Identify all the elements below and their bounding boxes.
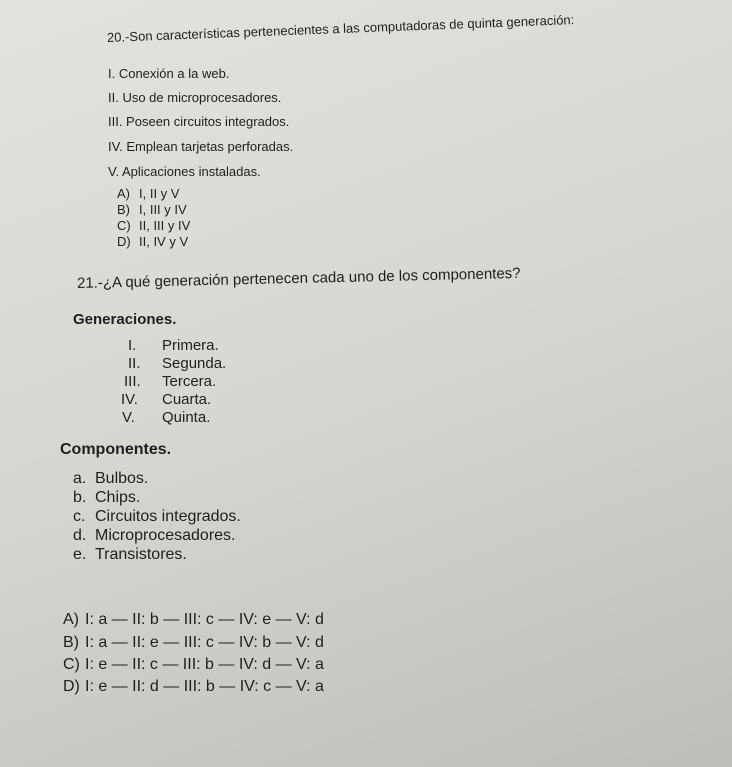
option-text: I, II y V: [139, 186, 180, 201]
generation-text: Tercera.: [162, 373, 217, 390]
component-text: Chips.: [95, 489, 141, 506]
component-item: [73, 527, 236, 545]
generation-text: Segunda.: [162, 355, 227, 372]
option-text: I, III y IV: [139, 202, 187, 217]
generation-num: II.: [128, 355, 141, 372]
generation-num: V.: [122, 409, 135, 426]
option-letter: D): [117, 234, 131, 249]
option-letter: C): [117, 218, 131, 233]
q21-option-c: [63, 656, 324, 674]
component-letter: d.: [73, 527, 87, 544]
generation-num: III.: [124, 373, 141, 390]
option-text: I: e — II: d — III: b — IV: c — V: a: [85, 678, 324, 695]
generation-item: [122, 409, 210, 426]
option-letter: B): [63, 634, 79, 651]
generation-item: [128, 337, 219, 354]
option-letter: A): [63, 611, 79, 628]
component-letter: c.: [73, 508, 86, 525]
q20-option-b: [117, 202, 187, 217]
component-letter: e.: [73, 546, 87, 563]
component-text: Microprocesadores.: [95, 527, 236, 544]
q20-statement: IV. Emplean tarjetas perforadas.: [108, 139, 294, 154]
generation-text: Cuarta.: [162, 391, 212, 408]
option-letter: C): [63, 656, 80, 673]
component-item: [73, 546, 187, 564]
option-text: II, III y IV: [139, 218, 191, 233]
q20-option-a: [117, 186, 179, 201]
component-item: [73, 470, 148, 488]
generation-text: Quinta.: [162, 409, 211, 426]
q20-option-d: [117, 234, 188, 249]
q21-option-d: [63, 678, 324, 696]
q20-statement: II. Uso de microprocesadores.: [108, 90, 282, 105]
q20-title: 20.-Son características pertenecientes a las computadoras de quinta generación:: [106, 12, 575, 45]
q20-statement: V. Aplicaciones instaladas.: [108, 164, 261, 179]
generations-header: Generaciones.: [73, 311, 177, 328]
option-text: I: a — II: e — III: c — IV: b — V: d: [85, 634, 324, 651]
q20-option-c: [117, 218, 190, 233]
generation-text: Primera.: [162, 337, 219, 354]
q20-statement: I. Conexión a la web.: [108, 66, 230, 81]
component-text: Circuitos integrados.: [95, 508, 241, 525]
q21-option-b: [63, 634, 324, 652]
option-letter: A): [117, 186, 130, 201]
option-text: II, IV y V: [139, 234, 189, 249]
option-text: I: e — II: c — III: b — IV: d — V: a: [85, 656, 324, 673]
generation-item: [128, 355, 226, 372]
option-letter: D): [63, 678, 80, 695]
generation-num: I.: [128, 337, 137, 354]
component-letter: b.: [73, 489, 87, 506]
option-letter: B): [117, 202, 130, 217]
q21-option-a: [63, 611, 324, 629]
component-text: Transistores.: [95, 546, 187, 563]
component-item: [73, 489, 140, 507]
component-letter: a.: [73, 470, 87, 487]
q21-title: 21.-¿A qué generación pertenecen cada uno de los componentes?: [76, 264, 521, 292]
generation-num: IV.: [121, 391, 138, 408]
component-text: Bulbos.: [95, 470, 149, 487]
components-header: Componentes.: [60, 441, 172, 458]
generation-item: [124, 373, 216, 390]
option-text: I: a — II: b — III: c — IV: e — V: d: [85, 611, 324, 628]
component-item: [73, 508, 241, 526]
generation-item: [121, 391, 211, 408]
q20-statement: III. Poseen circuitos integrados.: [108, 114, 290, 129]
